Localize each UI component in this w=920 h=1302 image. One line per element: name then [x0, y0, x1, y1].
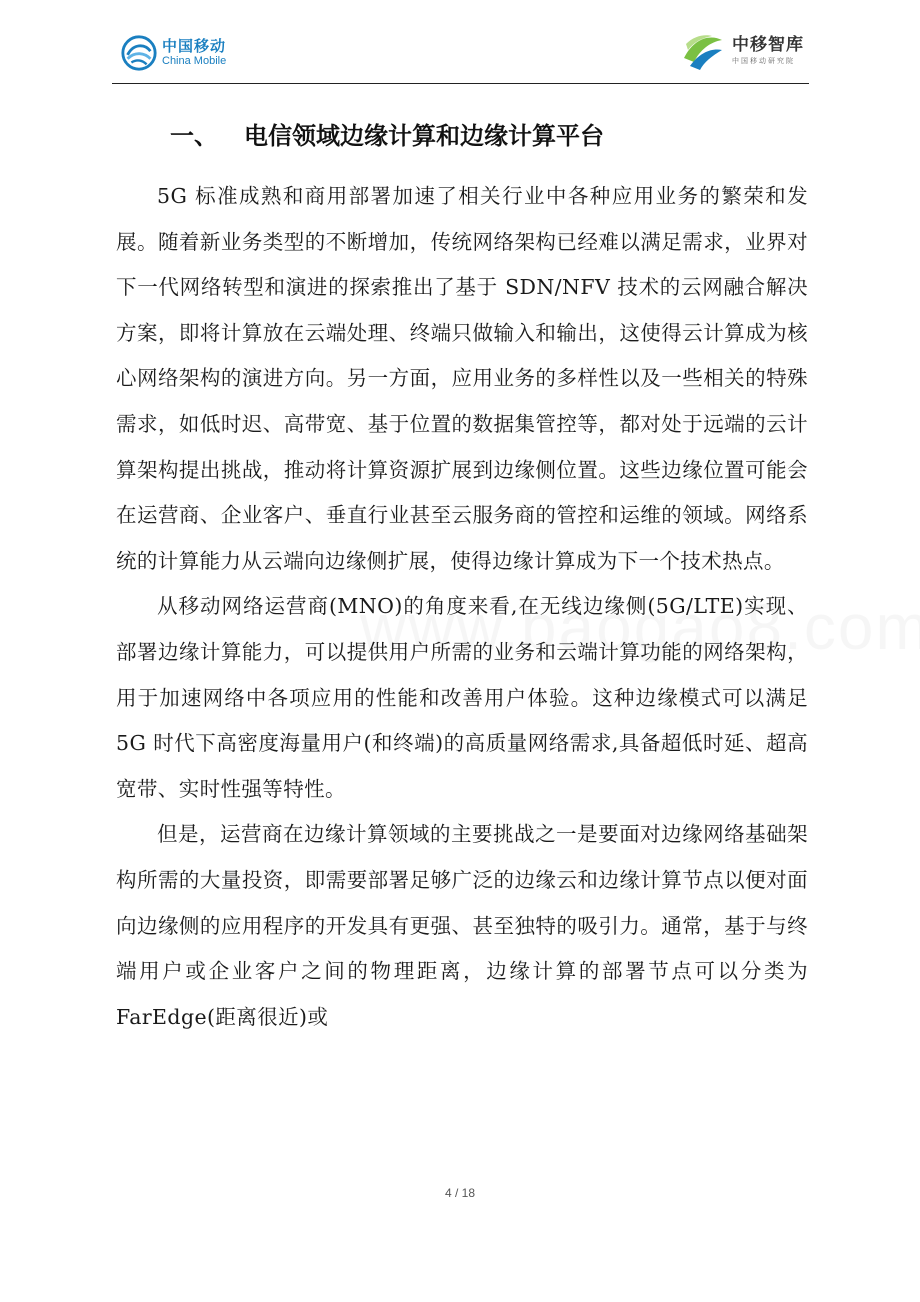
china-mobile-logo — [120, 34, 226, 72]
paragraph-1: 5G 标准成熟和商用部署加速了相关行业中各种应用业务的繁荣和发展。随着新业务类型的不断增加，传统网络架构已经难以满足需求，业界对下一代网络转型和演进的探索推出了基于 SDN/NFV 技术的云网融合解决方案，即将计算放在云端处理、终端只做输入和输出，这使得云计算成为核心网络架构的演进方向。另一方面，应用业务的多样性以及一些相关的特殊需求，如低时迟、高带宽、基于位置的数据集管控等，都对处于远端的云计算架构提出挑战，推动将计算资源扩展到边缘侧位置。这些边缘位置可能会在运营商、企业客户、垂直行业甚至云服务商的管控和运维的领域。网络系统的计算能力从云端向边缘侧扩展，使得边缘计算成为下一个技术热点。 — [116, 184, 808, 573]
china-mobile-en: China Mobile — [162, 55, 227, 67]
cmri-think-tank-logo — [680, 28, 804, 74]
think-tank-sub: 中国移动研究院 — [732, 57, 795, 65]
page-number: 4 / 18 — [444, 1186, 476, 1200]
section-title: 电信领域边缘计算和边缘计算平台 — [244, 122, 604, 150]
section-heading — [170, 116, 604, 151]
china-mobile-cn: 中国移动 — [162, 37, 227, 55]
section-number: 一、 — [170, 122, 218, 150]
header-divider — [112, 83, 809, 84]
paragraph-2: 从移动网络运营商(MNO)的角度来看,在无线边缘侧(5G/LTE)实现、部署边缘计算能力，可以提供用户所需的业务和云端计算功能的网络架构，用于加速网络中各项应用的性能和改善用户体验。这种边缘模式可以满足 5G 时代下高密度海量用户(和终端)的高质量网络需求,具备超低时延、超高宽带、实时性强等特性。 — [116, 594, 808, 801]
think-tank-emblem-icon — [680, 28, 726, 74]
page-header — [0, 0, 920, 88]
china-mobile-emblem-icon — [120, 34, 158, 72]
paragraph-3: 但是，运营商在边缘计算领域的主要挑战之一是要面对边缘网络基础架构所需的大量投资，即需要部署足够广泛的边缘云和边缘计算节点以便对面向边缘侧的应用程序的开发具有更强、甚至独特的吸引力。通常，基于与终端用户或企业客户之间的物理距离，边缘计算的部署节点可以分类为 FarEdge(距离很近)或 — [116, 822, 808, 1029]
body-text — [116, 174, 808, 1040]
think-tank-cn: 中移智库 — [732, 35, 804, 55]
